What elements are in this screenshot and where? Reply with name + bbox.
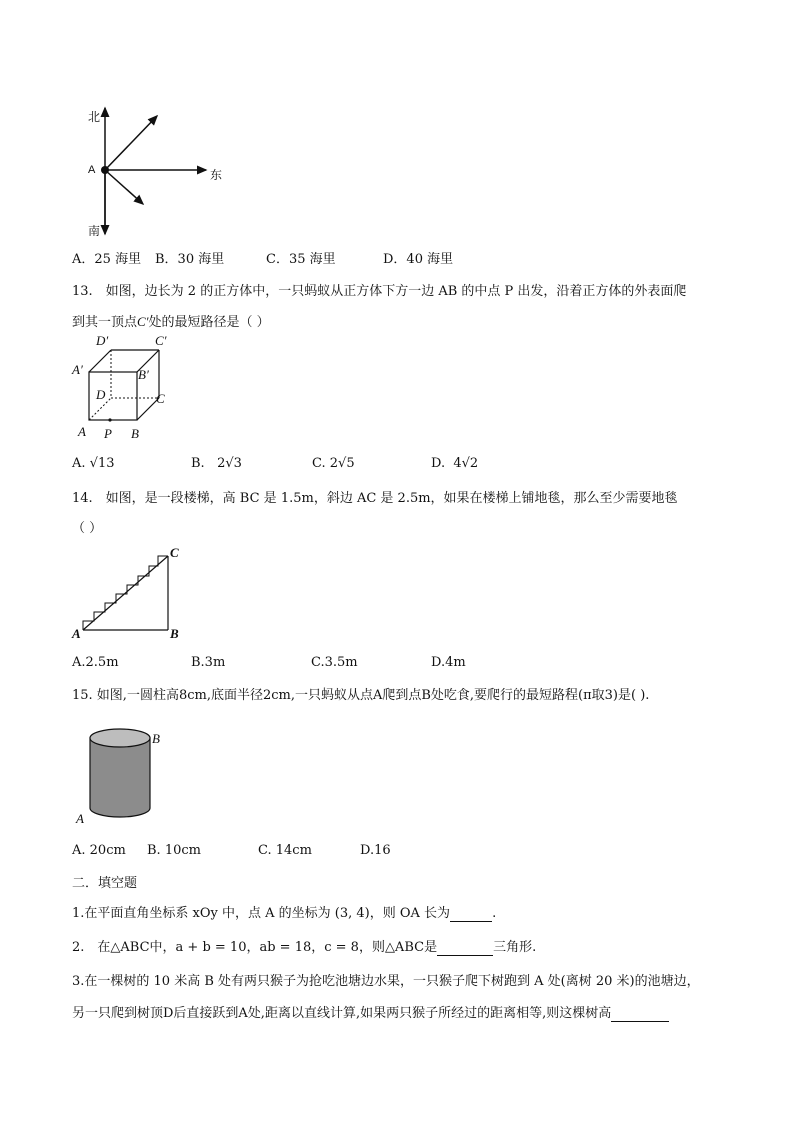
q15-option-b: B. 10cm <box>147 843 201 858</box>
q13-option-b: B. 2√3 <box>191 456 242 471</box>
cube-label-b1: B′ <box>138 367 149 382</box>
q15-option-d: D.16 <box>360 843 391 858</box>
stairs-label-a: A <box>72 626 81 641</box>
q13-point: C′ <box>137 314 149 329</box>
fill-question-1: 1.在平面直角坐标系 xOy 中，点 A 的坐标为 (3, 4)，则 OA 长为 . <box>72 906 497 921</box>
q13-option-a: A. √13 <box>72 456 115 471</box>
cube-label-d: D <box>96 387 106 402</box>
fill-q2-suffix: 三角形. <box>493 940 537 955</box>
q12-option-d: D．40 海里 <box>383 252 454 267</box>
q13-line1: 13. 如图，边长为 2 的正方体中，一只蚂蚁从正方体下方一边 AB 的中点 P 出发，沿着正方体的外表面爬 <box>72 284 687 299</box>
fill-q1-blank[interactable] <box>450 907 492 922</box>
q15-text: 15. 如图,一圆柱高8cm,底面半径2cm,一只蚂蚁从点A爬到点B处吃食,要爬行的最短路程(π取3)是( ). <box>72 688 650 703</box>
cube-label-p: P <box>104 426 112 441</box>
fill-question-2 <box>72 940 536 956</box>
east-label: 东 <box>210 168 223 182</box>
cylinder-label-b: B <box>152 731 160 746</box>
q13-option-d: D. 4√2 <box>431 456 479 471</box>
q14-option-c: C.3.5m <box>311 655 358 670</box>
fill-q3-blank[interactable] <box>611 1007 669 1022</box>
south-label: 南 <box>88 224 101 238</box>
cube-label-b: B <box>131 426 139 441</box>
q15-option-a: A. 20cm <box>72 843 126 858</box>
q14-option-d: D.4m <box>431 655 466 670</box>
q12-option-b: B．30 海里 <box>155 252 225 267</box>
q14-option-a: A.2.5m <box>72 655 119 670</box>
stairs-label-b: B <box>170 626 179 641</box>
q12-option-a: A．25 海里 <box>72 252 142 267</box>
q14-line2: （ ） <box>72 521 103 536</box>
cube-label-d1: D′ <box>96 333 109 348</box>
q15-option-c: C. 14cm <box>258 843 312 858</box>
q13-line2-suffix: 处的最短路径是（ ） <box>148 315 270 330</box>
cube-label-a1: A′ <box>72 362 83 377</box>
cube-label-c1: C′ <box>155 333 167 348</box>
fill-q3-line1: 3.在一棵树的 10 米高 B 处有两只猴子为抢吃池塘边水果，一只猴子爬下树跑到 A 处(离树 20 米)的池塘边， <box>72 974 700 989</box>
cylinder-body <box>90 738 150 817</box>
cube-label-c: C <box>156 391 165 406</box>
fill-q3-line2-text: 另一只爬到树顶D后直接跃到A处,距离以直线计算,如果两只猴子所经过的距离相等,则这棵树高 <box>72 1006 612 1021</box>
section-2-title: 二．填空题 <box>72 876 138 891</box>
q14-option-b: B.3m <box>191 655 226 670</box>
q14-line1: 14. 如图，是一段楼梯，高 BC 是 1.5m，斜边 AC 是 2.5m，如果在楼梯上铺地毯，那么至少需要地毯 <box>72 491 678 506</box>
cylinder-label-a: A <box>76 811 84 826</box>
q13-option-c: C. 2√5 <box>312 456 355 471</box>
stairs-label-c: C <box>170 545 179 560</box>
point-a-label: A <box>88 164 96 176</box>
fill-q1-text: 1.在平面直角坐标系 xOy 中，点 A 的坐标为 (3, 4)，则 OA 长为 <box>72 906 451 921</box>
q13-line2-prefix: 到其一顶点 <box>72 315 138 330</box>
q12-option-c: C．35 海里 <box>266 252 336 267</box>
fill-q2-text: 2. 在△ABC中，a + b = 10，ab = 18，c = 8，则△ABC是 <box>72 940 438 955</box>
fill-q2-blank[interactable] <box>437 941 493 956</box>
north-label: 北 <box>88 110 101 124</box>
cylinder-top <box>90 729 150 747</box>
cube-label-a: A <box>78 424 86 439</box>
fill-question-3-line2 <box>72 1006 669 1022</box>
